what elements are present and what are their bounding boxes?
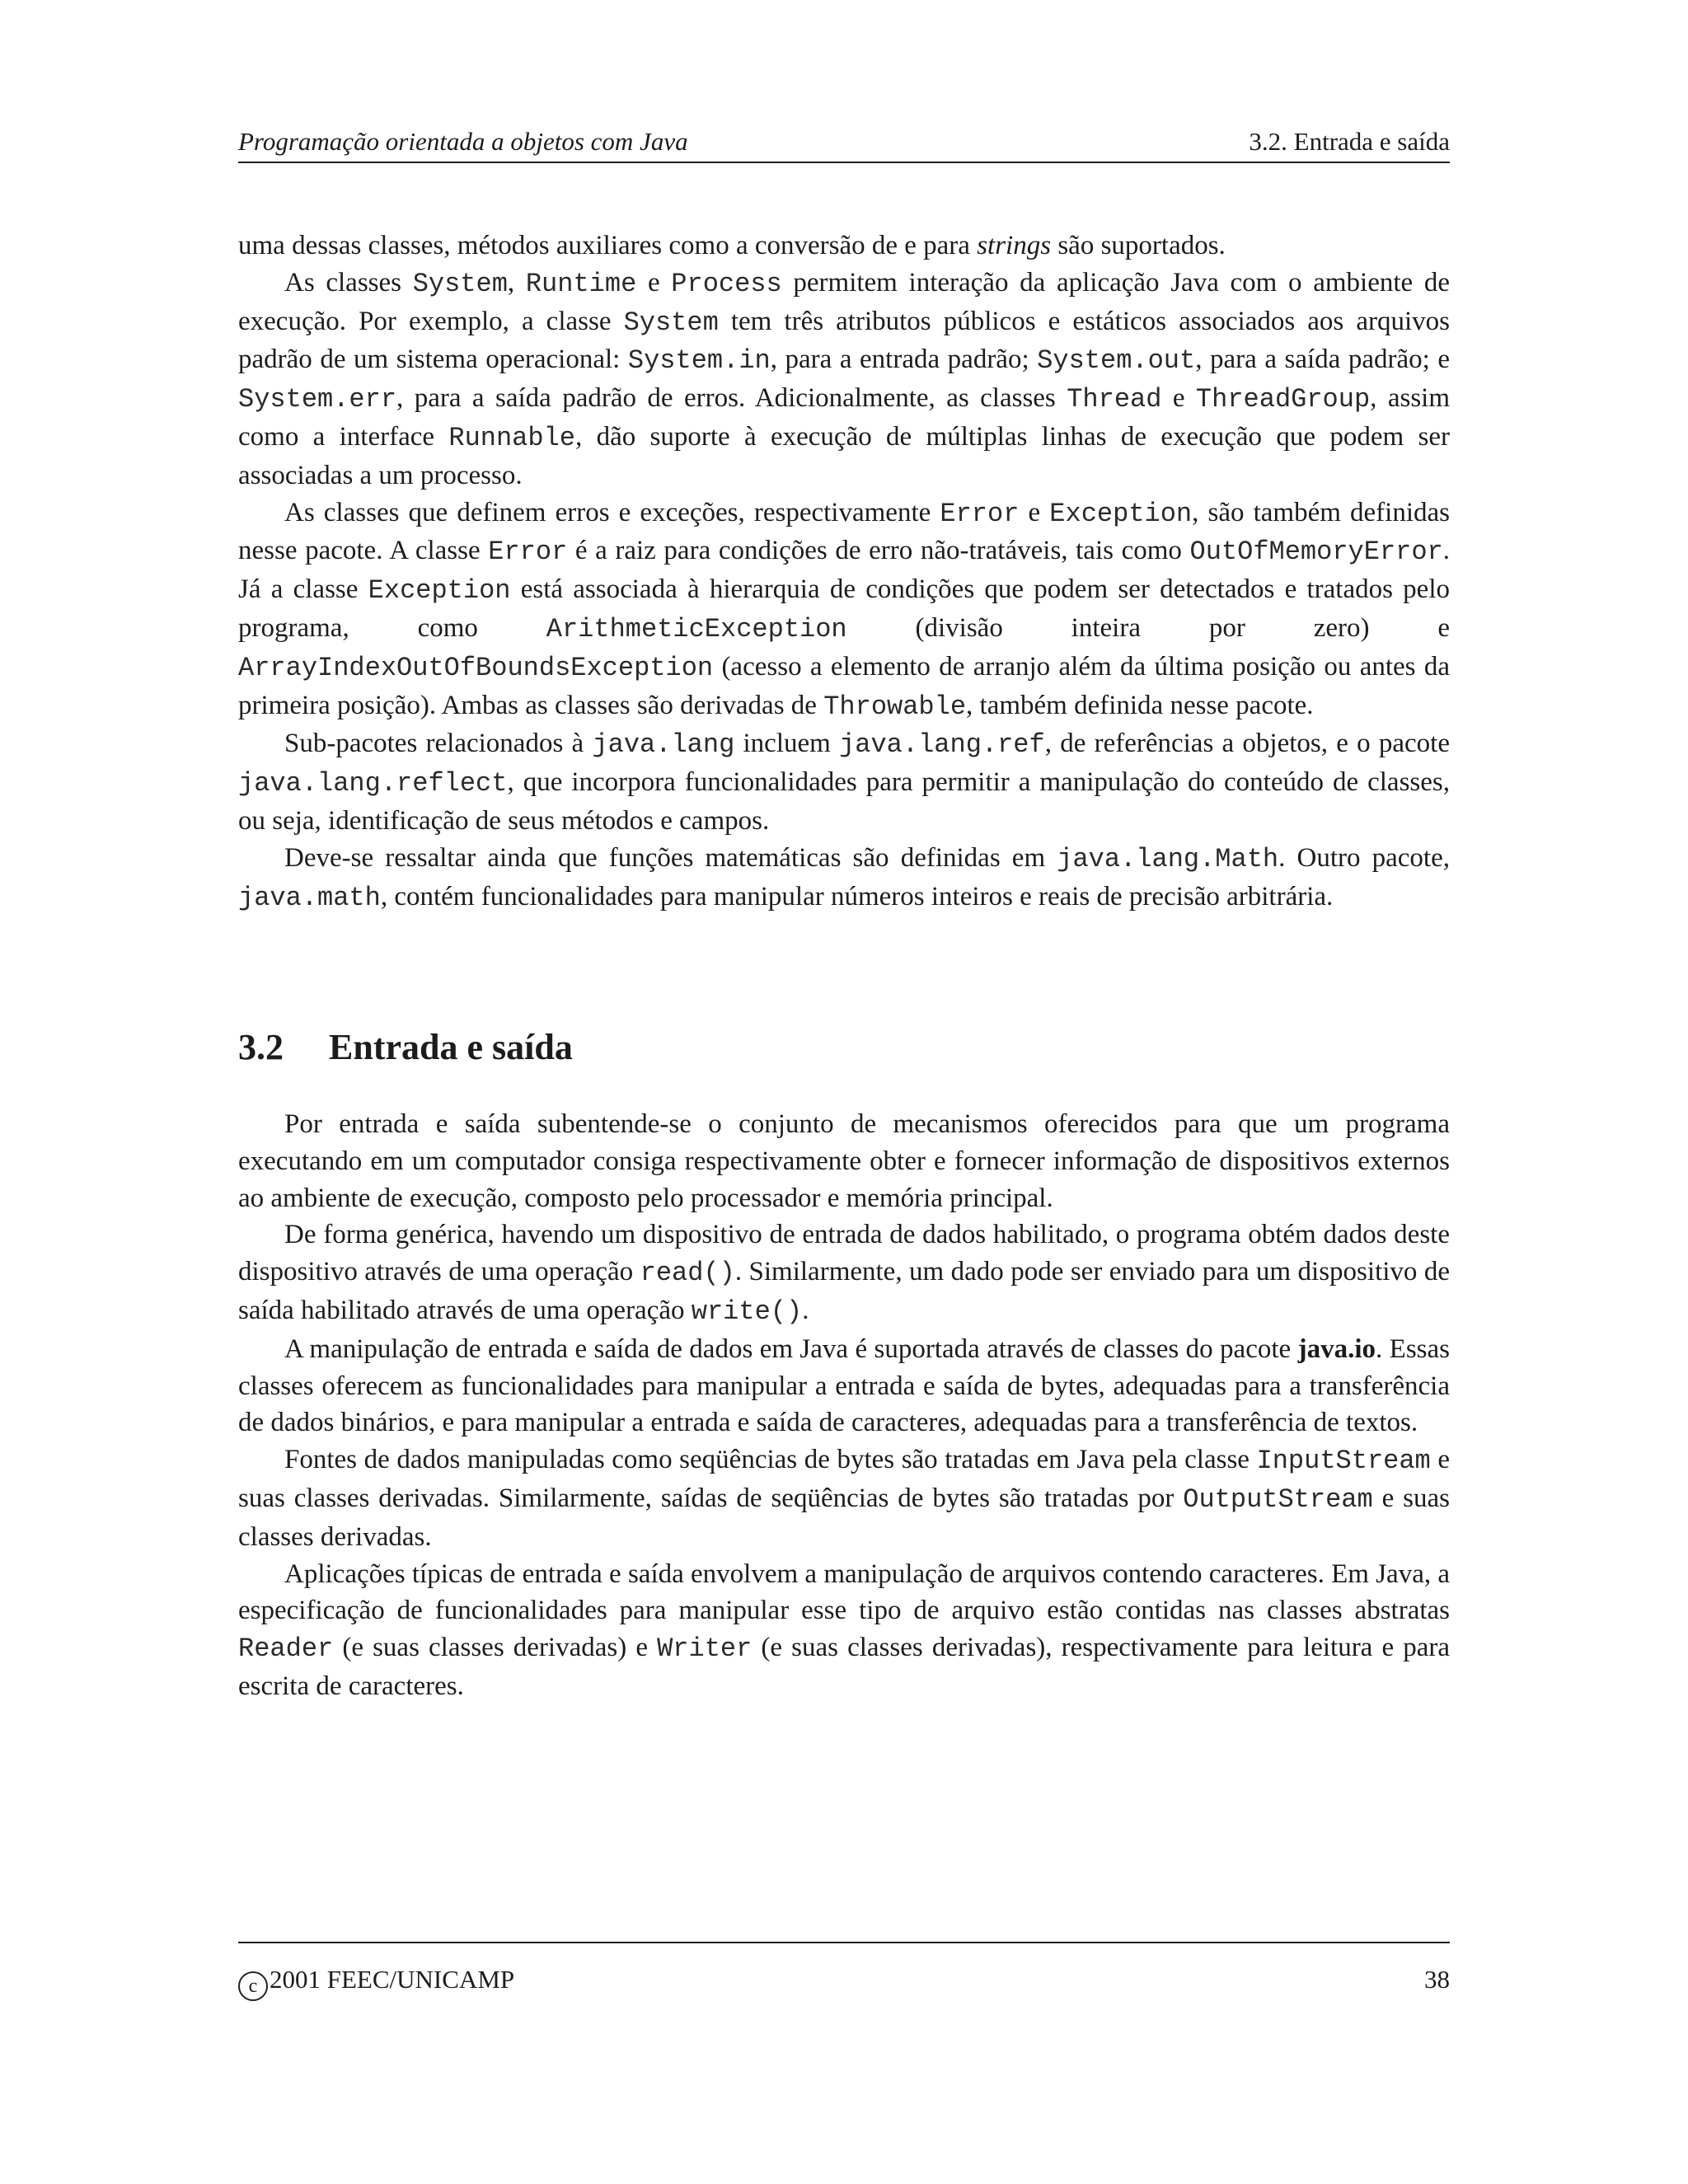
code-term: Reader — [238, 1633, 334, 1665]
text: . — [802, 1295, 809, 1325]
text: De forma genérica, havendo um dispositivo de entrada de dados habilitado, o programa obtém dados deste dispositivo através de uma operação — [238, 1220, 1450, 1287]
text: incluem — [734, 729, 840, 759]
text: , — [507, 267, 526, 298]
running-header — [238, 124, 1450, 163]
text: Sub-pacotes relacionados à — [284, 729, 593, 759]
text: . Já a classe — [238, 536, 1450, 605]
text: está associada à hierarquia de condições que podem ser detectados e tratados pelo programa, como — [238, 574, 1450, 643]
text: As classes que definem erros e exceções, respectivamente — [284, 497, 940, 527]
copyright-icon: c — [238, 1971, 268, 2001]
text: As classes — [284, 267, 413, 298]
paragraph — [238, 494, 1450, 726]
text: (e suas classes derivadas) e — [333, 1633, 658, 1663]
code-term: write() — [691, 1296, 803, 1327]
code-term: ThreadGroup — [1195, 384, 1371, 415]
text: . Similarmente, um dado pode ser enviado para um dispositivo de saída habilitado através de uma operação — [238, 1257, 1451, 1325]
code-term: System.out — [1037, 345, 1196, 377]
code-term: System.err — [238, 384, 397, 415]
text: Deve-se ressaltar ainda que funções matemáticas são definidas em — [284, 842, 1057, 873]
code-term: OutOfMemoryError — [1189, 537, 1443, 568]
section-heading — [238, 1026, 573, 1068]
text: e — [1019, 497, 1050, 527]
text: , são também definidas nesse pacote. A classe — [238, 497, 1450, 566]
text: A manipulação de entrada e saída de dados em Java é suportada através de classes do pacote — [284, 1333, 1298, 1364]
code-term: System.in — [627, 345, 771, 377]
code-term: Throwable — [823, 691, 967, 722]
text: tem três atributos públicos e estáticos associados aos arquivos padrão de um sistema operacional: — [238, 306, 1450, 375]
code-term: java.math — [238, 882, 381, 913]
page-number: 38 — [1424, 1965, 1450, 1994]
text: , de referências a objetos, e o pacote — [1044, 729, 1450, 759]
code-term: read() — [640, 1258, 735, 1289]
text: , também definida nesse pacote. — [966, 690, 1314, 720]
text: (e suas classes derivadas), respectivamente para leitura e para escrita de caracteres. — [238, 1633, 1450, 1701]
code-term: Runtime — [525, 268, 637, 299]
bold-term: java.io — [1297, 1333, 1376, 1364]
code-term: Error — [488, 537, 568, 568]
code-term: Runnable — [448, 422, 575, 453]
code-term: OutputStream — [1183, 1483, 1373, 1515]
code-term: System — [412, 268, 508, 299]
text: , que incorpora funcionalidades para permitir a manipulação do conteúdo de classes, ou seja, identificação de seus métodos e campos. — [238, 767, 1450, 836]
text: (divisão inteira por zero) e — [846, 612, 1451, 643]
running-footer — [238, 1942, 1450, 1997]
body-text-top — [238, 227, 1450, 916]
paragraph — [238, 227, 1450, 265]
code-term: Process — [671, 268, 782, 299]
text: . Essas classes oferecem as funcionalidades para manipular a entrada e saída de bytes, adequadas para a transferência de dados binários, e para manipular a entrada e saída de caracteres, adequadas para a transferência de textos. — [238, 1333, 1450, 1438]
text: , assim como a interface — [238, 383, 1450, 452]
copyright-text: 2001 FEEC/UNICAMP — [270, 1965, 515, 1994]
italic-term: strings — [977, 231, 1052, 260]
header-section-title: 3.2. Entrada e saída — [1249, 127, 1450, 156]
text: são suportados. — [1051, 231, 1226, 260]
paragraph — [238, 725, 1450, 839]
text: , para a saída padrão; e — [1195, 344, 1451, 375]
code-term: ArrayIndexOutOfBoundsException — [238, 652, 714, 683]
code-term: Thread — [1067, 384, 1162, 415]
paragraph — [238, 1441, 1450, 1555]
code-term: java.lang.reflect — [238, 768, 508, 799]
paragraph — [238, 1106, 1450, 1216]
section-number: 3.2 — [238, 1027, 284, 1067]
paragraph — [238, 1216, 1450, 1330]
paragraph — [238, 840, 1450, 917]
text: , para a saída padrão de erros. Adicionalmente, as classes — [396, 383, 1067, 414]
code-term: ArithmeticException — [546, 613, 847, 644]
document-page — [238, 0, 1450, 2184]
text: , contém funcionalidades para manipular números inteiros e reais de precisão arbitrária. — [380, 881, 1334, 912]
paragraph — [238, 1556, 1450, 1705]
code-term: System — [623, 307, 719, 338]
text: e suas classes derivadas. — [238, 1483, 1450, 1552]
header-book-title: Programação orientada a objetos com Java — [238, 127, 688, 156]
paragraph — [238, 1331, 1450, 1441]
text: permitem interação da aplicação Java com o ambiente de execução. Por exemplo, a classe — [238, 267, 1450, 336]
paragraph — [238, 265, 1450, 494]
text: , dão suporte à execução de múltiplas linhas de execução que podem ser associadas a um processo. — [238, 421, 1450, 490]
code-term: Writer — [657, 1633, 753, 1665]
text: é a raiz para condições de erro não-tratáveis, tais como — [567, 536, 1190, 566]
code-term: java.lang.ref — [839, 729, 1045, 761]
code-term: java.lang — [592, 729, 735, 761]
code-term: InputStream — [1256, 1446, 1431, 1477]
text: , para a entrada padrão; — [770, 344, 1038, 375]
code-term: Exception — [1049, 498, 1193, 529]
text: Por entrada e saída subentende-se o conjunto de mecanismos oferecidos para que um programa executando em um computador consiga respectivamente obter e fornecer informação de dispositivos externos ao ambiente de execução, composto pelo processador e memória principal. — [238, 1109, 1450, 1213]
text: uma dessas classes, métodos auxiliares como a conversão de e para — [238, 231, 978, 260]
code-term: java.lang.Math — [1057, 843, 1279, 874]
text: Aplicações típicas de entrada e saída envolvem a manipulação de arquivos contendo caracteres. Em Java, a especificação de funcionalidades para manipular esse tipo de arquivo estão contidas nas classes abstratas — [238, 1558, 1450, 1626]
text: (acesso a elemento de arranjo além da última posição ou antes da primeira posição). Ambas as classes são derivadas de — [238, 651, 1450, 720]
section-title: Entrada e saída — [329, 1027, 573, 1067]
code-term: Exception — [368, 575, 511, 607]
text: e — [1161, 383, 1196, 414]
footer-copyright — [238, 1965, 514, 2001]
text: Fontes de dados manipuladas como seqüências de bytes são tratadas em Java pela classe — [284, 1445, 1257, 1475]
body-text-section — [238, 1106, 1450, 1705]
text: e suas classes derivadas. Similarmente, saídas de seqüências de bytes são tratadas por — [238, 1445, 1450, 1513]
text: . Outro pacote, — [1278, 842, 1450, 873]
code-term: Error — [940, 498, 1020, 529]
text: e — [636, 267, 672, 298]
